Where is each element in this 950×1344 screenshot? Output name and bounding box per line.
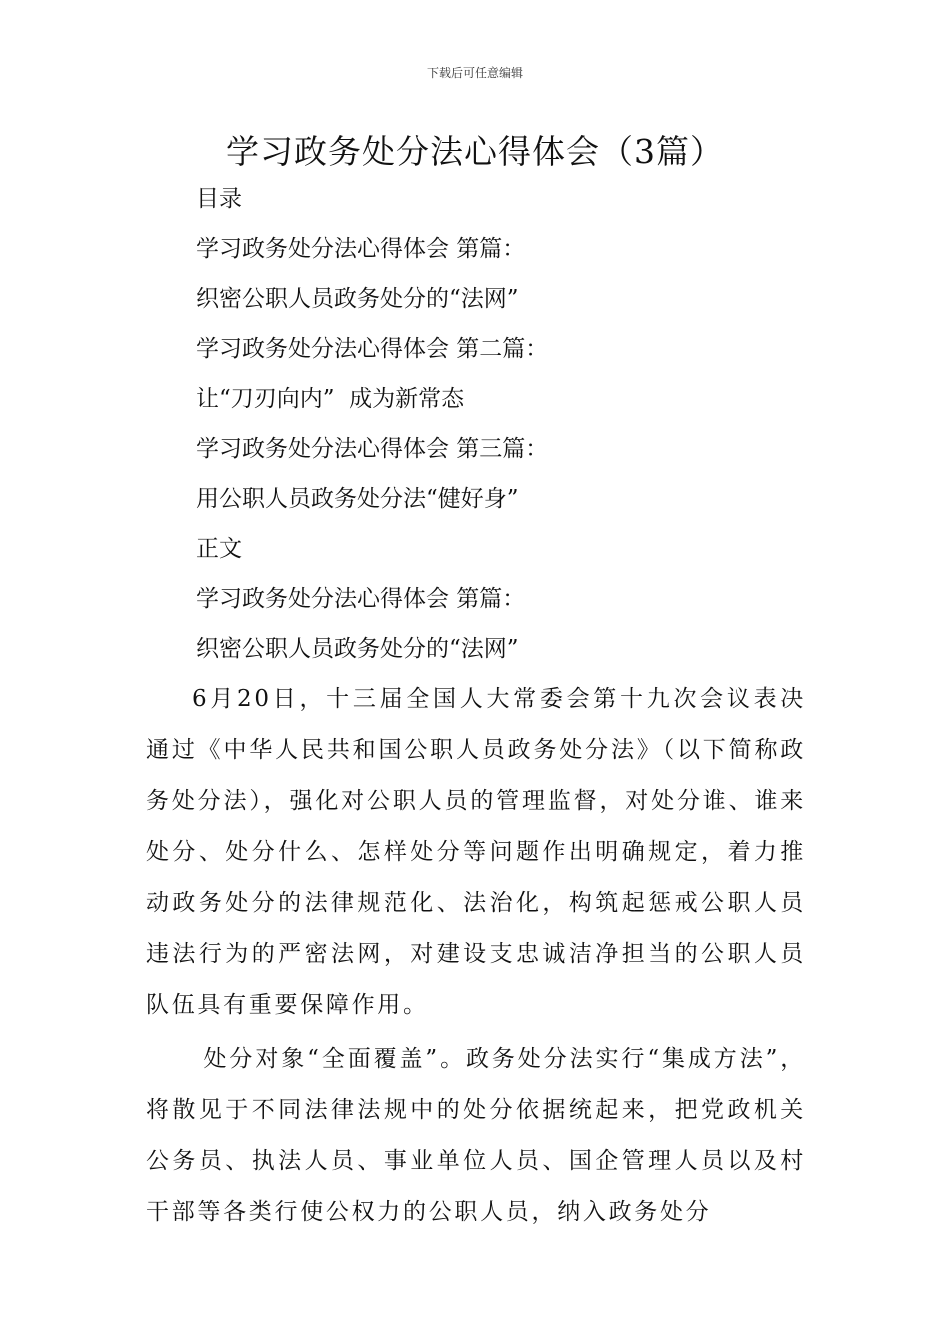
body-text [146,674,806,1241]
toc-entry: 学习政务处分法心得体会 第二篇： [196,336,549,362]
toc-entry: 让“刀刃向内” 成为新常态 [196,386,465,412]
section-subtitle: 织密公职人员政务处分的“法网” [196,636,519,662]
document-title: 学习政务处分法心得体会（3篇） [226,132,724,171]
paragraph: 处分对象“全面覆盖”。政务处分法实行“集成方法”，将散见于不同法律法规中的处分依据统起来，把党政机关公务员、执法人员、事业单位人员、国企管理人员以及村干部等各类行使公权力的公职人员，纳入政务处分 [146,1046,806,1225]
body-heading: 正文 [196,536,242,562]
toc-entry: 织密公职人员政务处分的“法网” [196,286,519,312]
toc-entry: 用公职人员政务处分法“健好身” [196,486,519,512]
table-of-contents [196,180,816,680]
toc-entry: 学习政务处分法心得体会 第三篇： [196,436,549,462]
paragraph: 6月20日，十三届全国人大常委会第十九次会议表决通过《中华人民共和国公职人员政务处分法》（以下简称政务处分法），强化对公职人员的管理监督，对处分谁、谁来处分、处分什么、怎样处分等问题作出明确规定，着力推动政务处分的法律规范化、法治化，构筑起惩戒公职人员违法行为的严密法网，对建设支忠诚洁净担当的公职人员队伍具有重要保障作用。 [146,686,806,1018]
toc-heading: 目录 [196,186,242,212]
toc-entry: 学习政务处分法心得体会 第篇： [196,236,526,262]
header-note: 下载后可任意编辑 [426,66,523,80]
section-heading: 学习政务处分法心得体会 第篇： [196,586,526,612]
